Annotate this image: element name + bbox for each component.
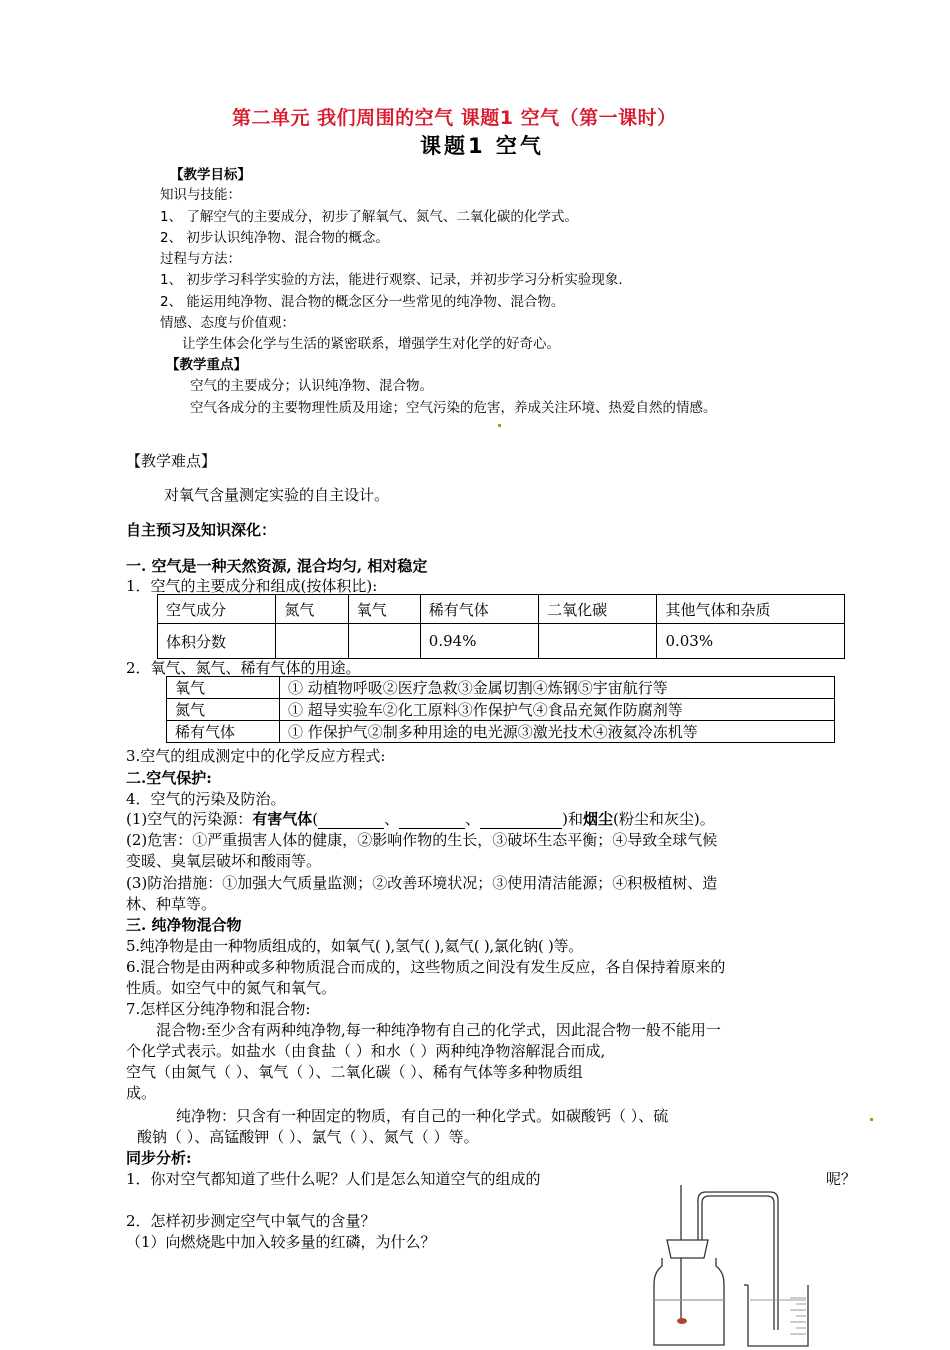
key-points-heading: 【教学重点】 bbox=[166, 357, 247, 373]
paren-close: )和 bbox=[562, 810, 584, 828]
process-item-2: 2、 能运用纯净物、混合物的概念区分一些常见的纯净物、混合物。 bbox=[160, 294, 565, 310]
key-points-line-2: 空气各成分的主要物理性质及用途；空气污染的危害，养成关注环境、热爱自然的情感。 bbox=[190, 400, 717, 416]
mixture-line-3: 空气（由氮气（ ）、氧气（ ）、二氧化碳（ ）、稀有气体等多种物质组 bbox=[126, 1063, 583, 1081]
table-cell: 二氧化碳 bbox=[539, 595, 657, 624]
blank-gas-3[interactable] bbox=[480, 810, 562, 829]
mixture-line-4: 成。 bbox=[126, 1084, 157, 1102]
sync-question-2-1: （1）向燃烧匙中加入较多量的红磷，为什么？ bbox=[126, 1233, 436, 1251]
pollution-label: (1)空气的污染源： bbox=[126, 810, 253, 828]
table-cell bbox=[539, 624, 657, 659]
paren-open: ( bbox=[312, 810, 319, 828]
table-row bbox=[158, 624, 845, 659]
composition-table bbox=[157, 594, 845, 659]
mixture-line-2: 个化学式表示。如盐水（由食盐（ ）和水（ ）两种纯净物溶解混合而成, bbox=[126, 1042, 606, 1060]
pure-line-1: 纯净物：只含有一种固定的物质，有自己的一种化学式。如碳酸钙（ ）、硫 bbox=[176, 1107, 669, 1125]
table-cell: 氮气 bbox=[167, 699, 280, 721]
section2-heading: 二.空气保护: bbox=[126, 769, 212, 787]
sync-question-1-end: 呢？ bbox=[826, 1170, 857, 1188]
blank-gas-2[interactable] bbox=[399, 810, 465, 829]
sync-heading: 同步分析: bbox=[126, 1149, 192, 1167]
table-cell: 0.03% bbox=[657, 624, 845, 659]
prevention-line-2: 林、种草等。 bbox=[126, 895, 217, 913]
table-row bbox=[158, 595, 845, 624]
knowledge-item-2: 2、 初步认识纯净物、混合物的概念。 bbox=[160, 230, 389, 246]
section3-heading: 三. 纯净物混合物 bbox=[126, 916, 242, 934]
difficulty-text: 对氧气含量测定实验的自主设计。 bbox=[164, 486, 390, 504]
sync-question-2: 2．怎样初步测定空气中氧气的含量？ bbox=[126, 1212, 376, 1230]
table-cell: ① 作保护气②制多种用途的电光源③激光技术④液氦冷冻机等 bbox=[280, 721, 835, 743]
process-heading: 过程与方法： bbox=[160, 251, 241, 267]
question-2: 2．氧气、氮气、稀有气体的用途。 bbox=[126, 659, 361, 677]
knowledge-heading: 知识与技能： bbox=[160, 187, 241, 203]
question-6-line-1: 6.混合物是由两种或多种物质混合而成的，这些物质之间没有发生反应，各自保持着原来的 bbox=[126, 958, 726, 976]
table-cell: 其他气体和杂质 bbox=[657, 595, 845, 624]
apparatus-illustration bbox=[640, 1180, 880, 1350]
table-cell: 氧气 bbox=[348, 595, 420, 624]
stray-dot bbox=[498, 424, 501, 427]
separator: 、 bbox=[465, 810, 481, 828]
process-item-1: 1、 初步学习科学实验的方法，能进行观察、记录，并初步学习分析实验现象. bbox=[160, 272, 623, 288]
mixture-line-1: 混合物:至少含有两种纯净物,每一种纯净物有自己的化学式，因此混合物一般不能用一 bbox=[156, 1021, 721, 1039]
emotion-heading: 情感、态度与价值观： bbox=[160, 315, 295, 331]
table-cell: 空气成分 bbox=[158, 595, 276, 624]
key-points-line-1: 空气的主要成分；认识纯净物、混合物。 bbox=[190, 378, 433, 394]
page-title: 第二单元 我们周围的空气 课题1 空气（第一课时） bbox=[232, 107, 677, 129]
stray-dot bbox=[870, 1118, 873, 1121]
lesson-subtitle: 课题1 空气 bbox=[420, 134, 544, 158]
harm-line-2: 变暖、臭氧层破坏和酸雨等。 bbox=[126, 852, 322, 870]
dust-label: 烟尘 bbox=[583, 810, 614, 828]
table-row bbox=[167, 677, 835, 699]
table-cell: 体积分数 bbox=[158, 624, 276, 659]
question-4: 4．空气的污染及防治。 bbox=[126, 790, 286, 808]
preview-heading: 自主预习及知识深化： bbox=[126, 521, 277, 539]
table-cell: 0.94% bbox=[420, 624, 538, 659]
dust-note: (粉尘和灰尘)。 bbox=[613, 810, 715, 828]
table-cell: ① 超导实验车②化工原料③作保护气④食品充氮作防腐剂等 bbox=[280, 699, 835, 721]
emotion-item-1: 让学生体会化学与生活的紧密联系，增强学生对化学的好奇心。 bbox=[182, 336, 560, 352]
question-6-line-2: 性质。如空气中的氮气和氧气。 bbox=[126, 979, 337, 997]
table-cell: ① 动植物呼吸②医疗急救③金属切割④炼钢⑤宇宙航行等 bbox=[280, 677, 835, 699]
harmful-gas-label: 有害气体 bbox=[252, 810, 313, 828]
uses-table bbox=[166, 676, 835, 743]
harm-line-1: (2)危害：①严重损害人体的健康，②影响作物的生长，③破坏生态平衡；④导致全球气候 bbox=[126, 831, 718, 849]
table-cell: 稀有气体 bbox=[167, 721, 280, 743]
phosphorus-icon bbox=[677, 1318, 687, 1324]
blank-gas-1[interactable] bbox=[318, 810, 384, 829]
question-3: 3.空气的组成测定中的化学反应方程式: bbox=[126, 747, 386, 765]
separator: 、 bbox=[384, 810, 400, 828]
prevention-line-1: (3)防治措施：①加强大气质量监测；②改善环境状况；③使用清洁能源；④积极植树、造 bbox=[126, 874, 718, 892]
sync-question-1: 1．你对空气都知道了些什么呢？人们是怎么知道空气的组成的 bbox=[126, 1170, 541, 1188]
table-cell: 氮气 bbox=[276, 595, 348, 624]
table-cell: 稀有气体 bbox=[420, 595, 538, 624]
question-5: 5.纯净物是由一种物质组成的，如氧气( ),氢气( ),氦气( ),氯化钠( )等。 bbox=[126, 937, 583, 955]
section1-heading: 一. 空气是一种天然资源, 混合均匀, 相对稳定 bbox=[126, 557, 428, 575]
table-cell bbox=[348, 624, 420, 659]
difficulty-heading: 【教学难点】 bbox=[126, 452, 217, 470]
objectives-heading: 【教学目标】 bbox=[170, 167, 251, 183]
pure-line-2: 酸钠（ ）、高锰酸钾（ ）、氯气（ ）、氮气（ ）等。 bbox=[137, 1128, 479, 1146]
pollution-sources bbox=[126, 808, 715, 829]
table-cell bbox=[276, 624, 348, 659]
table-row bbox=[167, 721, 835, 743]
table-cell: 氧气 bbox=[167, 677, 280, 699]
question-1: 1．空气的主要成分和组成(按体积比): bbox=[126, 577, 378, 595]
table-row bbox=[167, 699, 835, 721]
question-7: 7.怎样区分纯净物和混合物: bbox=[126, 1000, 311, 1018]
knowledge-item-1: 1、 了解空气的主要成分，初步了解氧气、氮气、二氧化碳的化学式。 bbox=[160, 209, 578, 225]
